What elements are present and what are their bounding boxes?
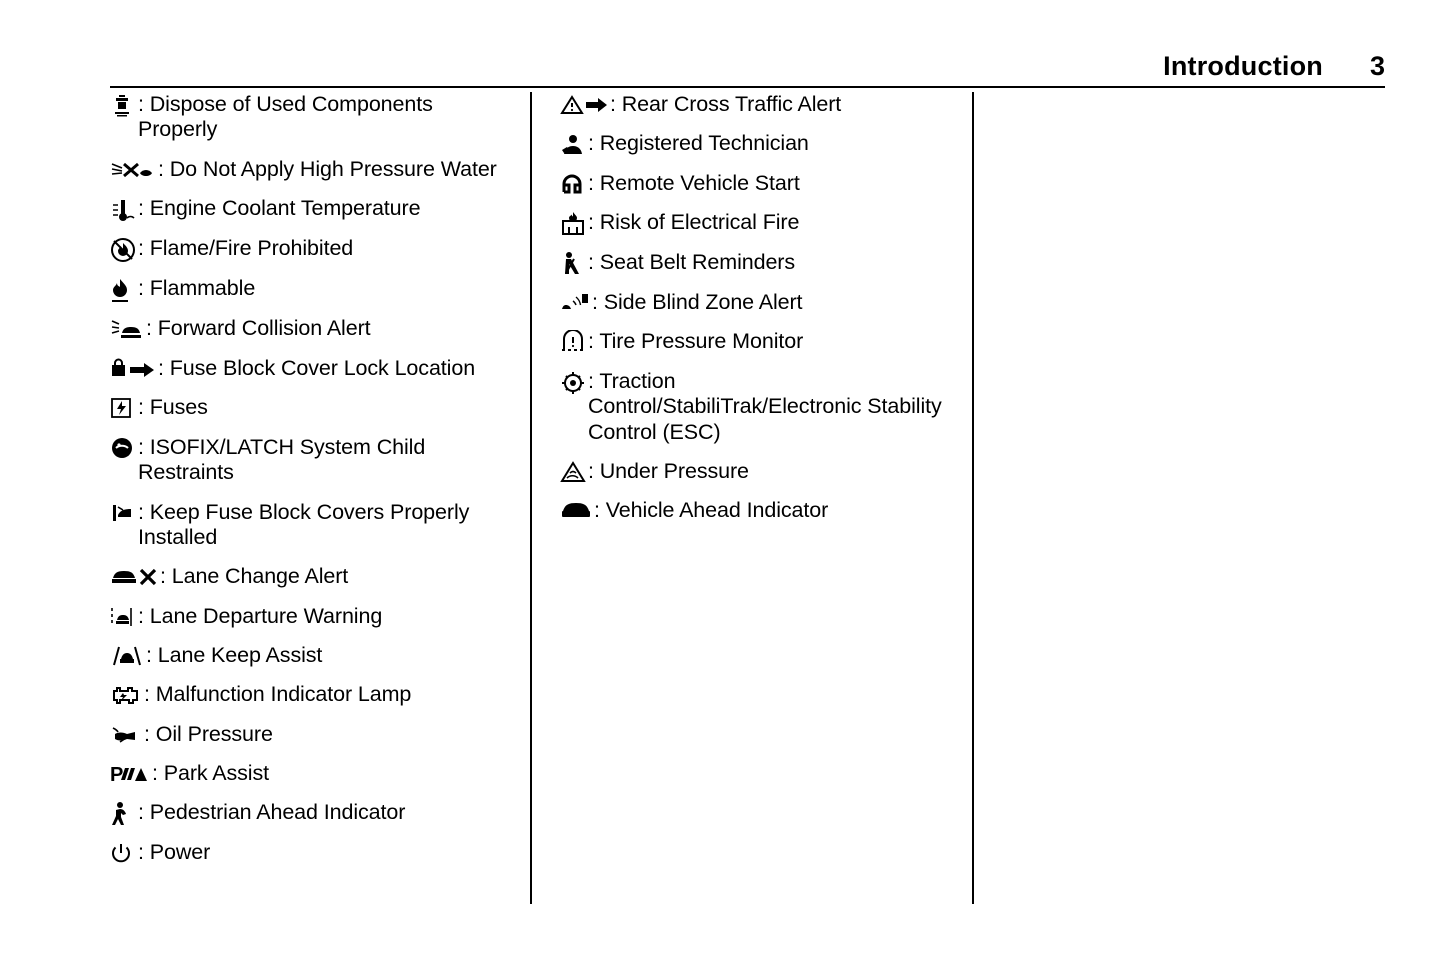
- fuse-block-cover-lock-location-icon: [110, 357, 156, 381]
- page-header: [110, 48, 1385, 82]
- list-item: [560, 171, 948, 196]
- list-item: [110, 682, 506, 707]
- list-item: [560, 250, 948, 276]
- risk-of-electrical-fire-icon: [560, 211, 586, 237]
- list-item-label: : Side Blind Zone Alert: [592, 290, 803, 315]
- lane-keep-assist-icon: [110, 644, 144, 668]
- list-item: [110, 236, 506, 262]
- forward-collision-alert-icon: [110, 317, 144, 343]
- list-item: [560, 369, 948, 445]
- header-divider: [110, 86, 1385, 88]
- list-item-label: : Pedestrian Ahead Indicator: [138, 800, 406, 825]
- tire-pressure-monitor-icon: [560, 330, 586, 354]
- list-item-label: : Rear Cross Traffic Alert: [610, 92, 842, 116]
- list-item-label: : Park Assist: [152, 761, 269, 786]
- list-item: [110, 564, 506, 589]
- list-item-label: : Oil Pressure: [144, 721, 273, 746]
- list-item-label: : Fuses: [138, 395, 208, 420]
- remote-vehicle-start-icon: [560, 172, 586, 196]
- list-item: [110, 840, 506, 865]
- list-item: [110, 643, 506, 668]
- list-item: [110, 395, 506, 420]
- list-item: [560, 92, 948, 117]
- engine-coolant-temperature-icon: [110, 197, 136, 223]
- page-number: 3: [1369, 51, 1385, 81]
- column-middle: [530, 92, 972, 904]
- vehicle-ahead-indicator-icon: [560, 499, 592, 521]
- list-item-label: : Malfunction Indicator Lamp: [144, 682, 412, 707]
- list-item-label: : Seat Belt Reminders: [588, 250, 796, 275]
- list-item: [110, 316, 506, 342]
- list-item: [560, 329, 948, 354]
- column-left: [110, 92, 530, 904]
- list-item-label: : Registered Technician: [588, 131, 809, 156]
- rear-cross-traffic-alert-icon: [560, 93, 608, 117]
- registered-technician-icon: [560, 132, 586, 156]
- side-blind-zone-alert-icon: [560, 291, 590, 315]
- list-item-label: : Flame/Fire Prohibited: [138, 236, 354, 261]
- battery-disposal-icon: [110, 93, 136, 119]
- list-item-label: : Do Not Apply High Pressure Water: [158, 156, 497, 181]
- column-right: [972, 92, 1382, 904]
- under-pressure-icon: [560, 460, 586, 484]
- oil-pressure-icon: [110, 723, 142, 747]
- list-item: [110, 604, 506, 629]
- list-item: [560, 459, 948, 484]
- page-title: Introduction: [1163, 51, 1323, 81]
- list-item-label: : Power: [138, 840, 211, 865]
- list-item: [560, 131, 948, 156]
- list-item-label: : Tire Pressure Monitor: [588, 329, 804, 354]
- traction-control-stabilitrak-icon: [560, 370, 586, 396]
- list-item-label: : ISOFIX/LATCH System Child Restraints: [138, 434, 432, 485]
- isofix-latch-child-restraints-icon: [110, 436, 136, 460]
- list-item: [560, 290, 948, 315]
- no-high-pressure-water-icon: [110, 158, 156, 182]
- list-item: [110, 722, 506, 747]
- list-item-label: : Keep Fuse Block Covers Properly Installed: [138, 499, 476, 549]
- list-item-label: : Forward Collision Alert: [146, 316, 371, 341]
- list-item: [110, 157, 506, 182]
- list-item: [110, 800, 506, 826]
- list-item-label: : Traction Control/StabiliTrak/Electronic Stability Control (ESC): [588, 368, 948, 444]
- keep-fuse-block-covers-installed-icon: [110, 501, 136, 525]
- malfunction-indicator-lamp-icon: [110, 683, 142, 707]
- pedestrian-ahead-indicator-icon: [110, 801, 136, 827]
- list-item-label: : Lane Keep Assist: [146, 642, 323, 667]
- list-item-label: : Risk of Electrical Fire: [588, 210, 800, 235]
- list-item-label: : Flammable: [138, 276, 256, 301]
- list-item-label: : Lane Change Alert: [160, 564, 349, 589]
- list-item: [110, 500, 506, 551]
- flame-fire-prohibited-icon: [110, 237, 136, 263]
- list-item: [560, 210, 948, 236]
- power-icon: [110, 841, 136, 865]
- park-assist-icon: [110, 762, 150, 786]
- list-item: [110, 276, 506, 302]
- list-item: [110, 356, 506, 381]
- list-item-label: : Dispose of Used Components Properly: [138, 92, 439, 142]
- list-item: [110, 196, 506, 222]
- symbol-list-columns: [110, 92, 1385, 904]
- lane-change-alert-icon: [110, 565, 158, 589]
- list-item: [110, 761, 506, 786]
- list-item-label: : Fuse Block Cover Lock Location: [158, 356, 476, 381]
- fuses-icon: [110, 396, 136, 420]
- list-item-label: : Vehicle Ahead Indicator: [594, 498, 829, 523]
- list-item-label: : Engine Coolant Temperature: [138, 196, 421, 221]
- seat-belt-reminders-icon: [560, 251, 586, 277]
- flammable-icon: [110, 277, 136, 303]
- list-item: [110, 92, 506, 143]
- lane-departure-warning-icon: [110, 605, 136, 629]
- list-item-label: : Remote Vehicle Start: [588, 170, 800, 195]
- list-item-label: : Under Pressure: [588, 458, 749, 483]
- svg-text:P: P: [110, 764, 124, 787]
- list-item: [110, 435, 506, 486]
- list-item: [560, 498, 948, 523]
- list-item-label: : Lane Departure Warning: [138, 603, 383, 628]
